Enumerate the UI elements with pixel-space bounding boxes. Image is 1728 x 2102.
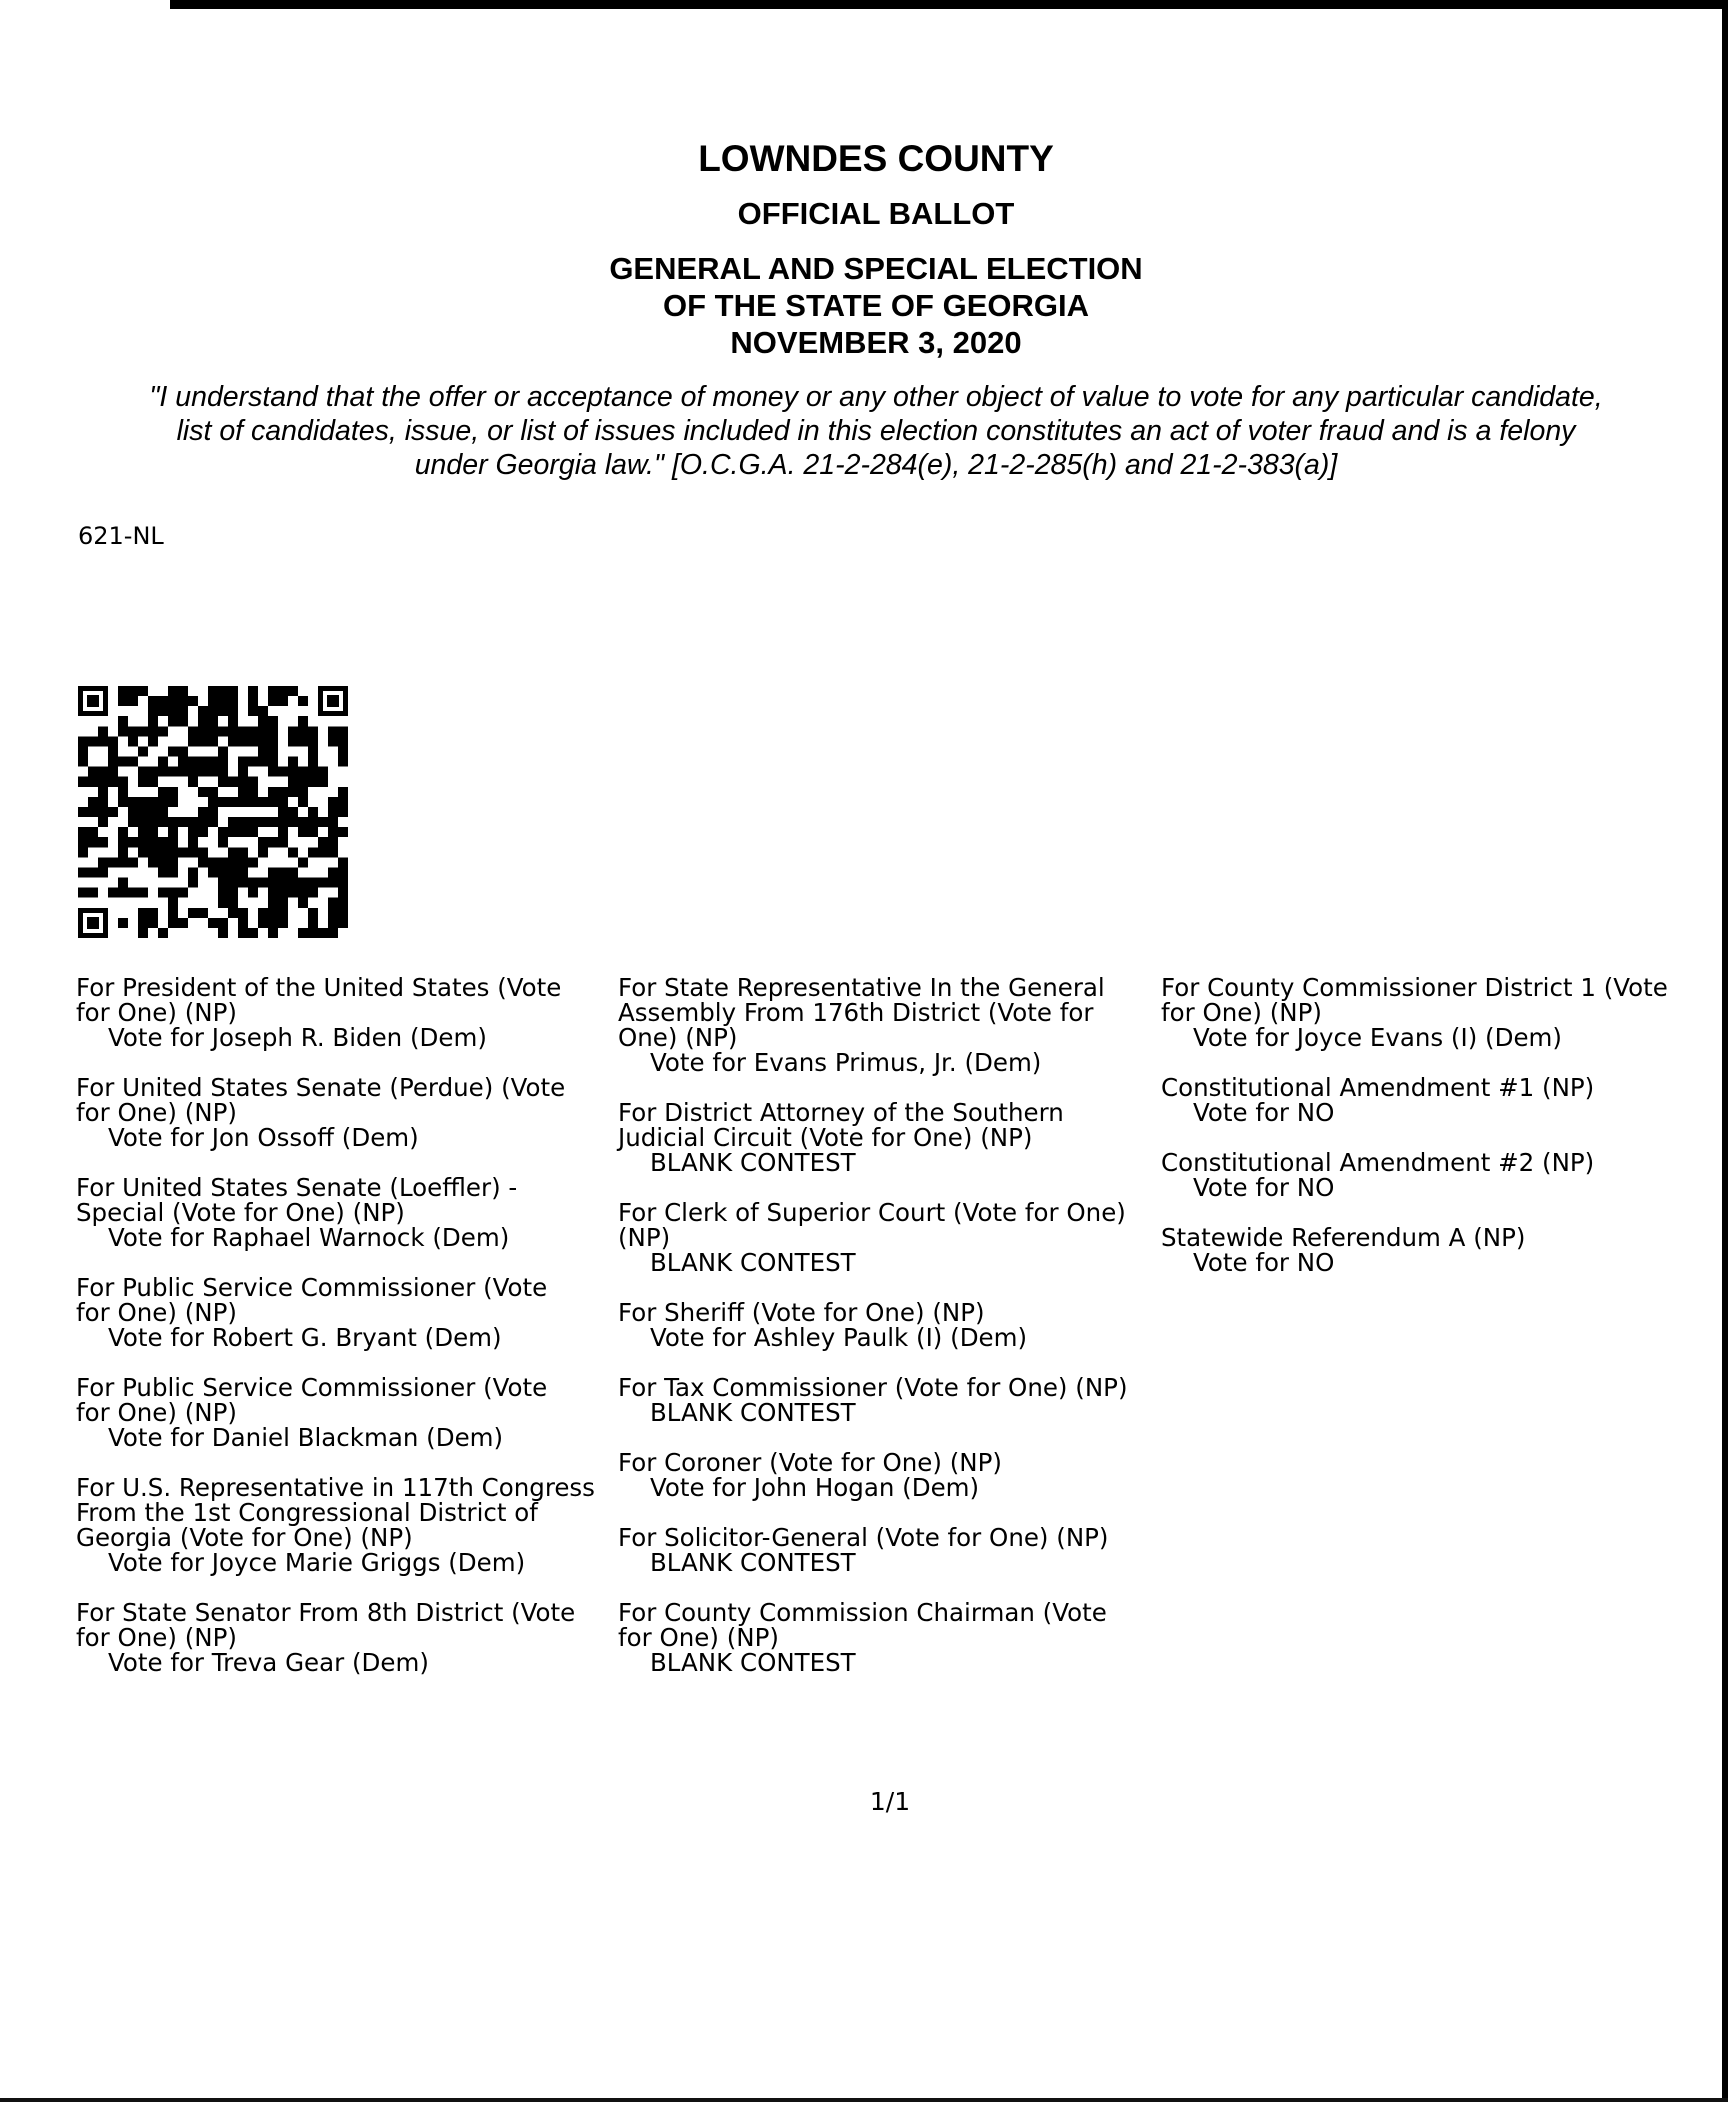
race-title: For Public Service Commissioner (Vote	[76, 1373, 548, 1402]
election-title	[0, 250, 1728, 361]
race-entry	[76, 1600, 616, 1675]
ballot-column-1	[76, 975, 616, 1700]
race-title: Constitutional Amendment #2 (NP)	[1161, 1148, 1595, 1177]
race-title: for One) (NP)	[76, 1398, 237, 1427]
race-title: For President of the United States (Vote	[76, 973, 562, 1002]
election-line-2: OF THE STATE OF GEORGIA	[663, 288, 1089, 323]
race-title: Constitutional Amendment #1 (NP)	[1161, 1073, 1595, 1102]
county-title: LOWNDES COUNTY	[698, 138, 1054, 179]
race-title: For Coroner (Vote for One) (NP)	[618, 1448, 1002, 1477]
race-title: For District Attorney of the Southern	[618, 1098, 1064, 1127]
bottom-border	[0, 2098, 1728, 2102]
race-title: From the 1st Congressional District of	[76, 1498, 538, 1527]
race-title: Judicial Circuit (Vote for One) (NP)	[618, 1123, 1033, 1152]
race-choice: Vote for Robert G. Bryant (Dem)	[108, 1323, 502, 1352]
race-title: For County Commissioner District 1 (Vote	[1161, 973, 1668, 1002]
race-title: for One) (NP)	[76, 1298, 237, 1327]
race-title: Statewide Referendum A (NP)	[1161, 1223, 1526, 1252]
ballot-code: 621-NL	[78, 522, 164, 550]
race-title: For State Representative In the General	[618, 973, 1105, 1002]
race-entry	[618, 1200, 1158, 1275]
race-title: For U.S. Representative in 117th Congress	[76, 1473, 595, 1502]
race-title: For County Commission Chairman (Vote	[618, 1598, 1107, 1627]
ballot-column-2	[618, 975, 1158, 1700]
race-title: For State Senator From 8th District (Vote	[76, 1598, 576, 1627]
race-choice: Vote for John Hogan (Dem)	[650, 1473, 980, 1502]
race-entry	[76, 1475, 616, 1575]
top-border	[170, 0, 1728, 9]
race-choice: Vote for Evans Primus, Jr. (Dem)	[650, 1048, 1042, 1077]
race-title: (NP)	[618, 1223, 671, 1252]
election-date: NOVEMBER 3, 2020	[730, 325, 1022, 360]
race-title: For Sheriff (Vote for One) (NP)	[618, 1298, 985, 1327]
race-entry	[618, 1450, 1158, 1500]
ballot-type: OFFICIAL BALLOT	[737, 196, 1015, 231]
race-choice: BLANK CONTEST	[650, 1248, 856, 1277]
race-entry	[618, 1100, 1158, 1175]
race-choice: Vote for NO	[1193, 1248, 1335, 1277]
race-title: One) (NP)	[618, 1023, 738, 1052]
race-choice: BLANK CONTEST	[650, 1648, 856, 1677]
race-title: For Clerk of Superior Court (Vote for One)	[618, 1198, 1126, 1227]
race-title: Special (Vote for One) (NP)	[76, 1198, 405, 1227]
qr-code-icon	[78, 686, 348, 938]
race-title: For Tax Commissioner (Vote for One) (NP)	[618, 1373, 1128, 1402]
race-choice: Vote for Treva Gear (Dem)	[108, 1648, 429, 1677]
race-entry	[76, 975, 616, 1050]
race-choice: Vote for NO	[1193, 1098, 1335, 1127]
race-title: for One) (NP)	[76, 1623, 237, 1652]
race-choice: Vote for Jon Ossoff (Dem)	[108, 1123, 419, 1152]
election-line-1: GENERAL AND SPECIAL ELECTION	[609, 251, 1143, 286]
race-title: for One) (NP)	[76, 1098, 237, 1127]
oath-line: under Georgia law." [O.C.G.A. 21-2-284(e), 21-2-285(h) and 21-2-383(a)]	[414, 449, 1338, 481]
race-entry	[76, 1275, 616, 1350]
race-title: For Public Service Commissioner (Vote	[76, 1273, 548, 1302]
oath-line: "I understand that the offer or acceptance of money or any other object of value to vote for any particular candidate,	[149, 381, 1603, 413]
race-entry	[618, 975, 1158, 1075]
race-entry	[618, 1600, 1158, 1675]
race-entry	[1161, 1075, 1721, 1125]
race-title: For United States Senate (Perdue) (Vote	[76, 1073, 566, 1102]
race-choice: Vote for Joyce Marie Griggs (Dem)	[108, 1548, 526, 1577]
race-entry	[76, 1375, 616, 1450]
race-choice: BLANK CONTEST	[650, 1548, 856, 1577]
race-choice: Vote for Joyce Evans (I) (Dem)	[1193, 1023, 1562, 1052]
ballot-column-3	[1161, 975, 1721, 1300]
race-entry	[618, 1375, 1158, 1425]
race-choice: Vote for Daniel Blackman (Dem)	[108, 1423, 504, 1452]
race-choice: Vote for Joseph R. Biden (Dem)	[108, 1023, 487, 1052]
race-choice: Vote for Ashley Paulk (I) (Dem)	[650, 1323, 1028, 1352]
race-entry	[618, 1525, 1158, 1575]
race-entry	[1161, 975, 1721, 1050]
race-choice: Vote for NO	[1193, 1173, 1335, 1202]
race-title: Georgia (Vote for One) (NP)	[76, 1523, 413, 1552]
race-choice: BLANK CONTEST	[650, 1398, 856, 1427]
page-number: 1/1	[869, 1787, 911, 1816]
race-entry	[1161, 1225, 1721, 1275]
race-title: for One) (NP)	[618, 1623, 779, 1652]
race-title: Assembly From 176th District (Vote for	[618, 998, 1094, 1027]
race-title: for One) (NP)	[76, 998, 237, 1027]
race-entry	[76, 1075, 616, 1150]
race-entry	[618, 1300, 1158, 1350]
race-choice: BLANK CONTEST	[650, 1148, 856, 1177]
race-choice: Vote for Raphael Warnock (Dem)	[108, 1223, 510, 1252]
race-title: for One) (NP)	[1161, 998, 1322, 1027]
race-entry	[1161, 1150, 1721, 1200]
oath-line: list of candidates, issue, or list of issues included in this election constitutes an act of voter fraud and is a felony	[176, 415, 1576, 447]
race-entry	[76, 1175, 616, 1250]
voter-fraud-oath	[60, 380, 1692, 482]
race-title: For United States Senate (Loeffler) -	[76, 1173, 518, 1202]
race-title: For Solicitor-General (Vote for One) (NP)	[618, 1523, 1109, 1552]
